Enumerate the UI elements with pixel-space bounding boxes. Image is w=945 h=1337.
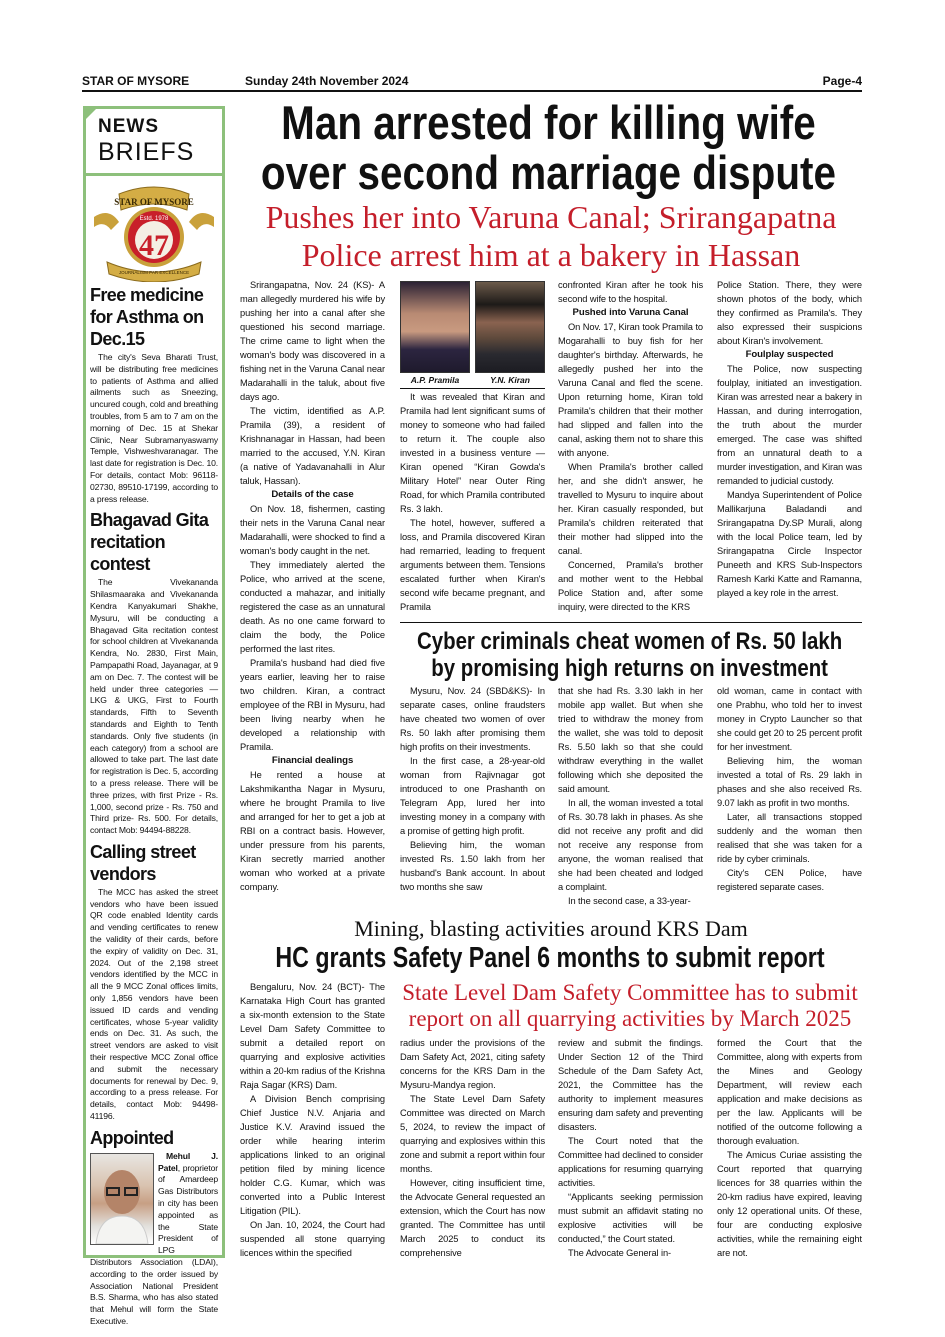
news-briefs-sidebar [83,106,225,1326]
article-paragraph: On Jan. 10, 2024, the Court had suspended all stone quarrying licences within the specified [240,1220,385,1258]
article-column [400,684,545,894]
article-paragraph: radius under the provisions of the Dam Safety Act, 2021, citing safety concerns for the KRS Dam in the Mysuru-Mandya region. [400,1038,545,1090]
article-column [240,278,385,894]
article-paragraph: that she had Rs. 3.30 lakh in her mobile app wallet. But when she tried to withdraw the money from the wallet, she was told to deposit Rs. 5.50 lakh so that she could withdraw everything in the wallet following which she deposited the said amount. [558,686,703,794]
article-paragraph: The hotel, however, suffered a loss, and Pramila discovered Kiran had remarried, leading to frequent arguments between them. Tensions escalated further when Kiran's second wife became pregnant, and Pramila [400,518,545,612]
article-column [717,278,862,600]
article3-headline: HC grants Safety Panel 6 months to submit report [275,942,825,974]
corner-decoration [83,106,99,122]
svg-text:JOURNALISM PAR EXCELLENCE: JOURNALISM PAR EXCELLENCE [118,270,190,275]
subhead-line: State Level Dam Safety Committee has to submit [402,980,858,1005]
headline-line: Cyber criminals cheat women of Rs. 50 lakh [417,628,843,655]
person-photo [90,1153,154,1245]
article-paragraph: However, citing insufficient time, the Advocate General requested an extension, which the Court has now granted. The Committee has until March 2025 to conduct its comprehensive [400,1178,545,1258]
brief-text [90,1151,218,1328]
section-subheading: Details of the case [271,489,354,500]
appointee-name: Mehul J. Patel [158,1150,218,1173]
article-paragraph: On Nov. 17, Kiran took Pramila to Mogarahalli to buy fish for her daughter's birthday. Afterwards, he allegedly pushed her into the Varuna Canal and fled the scene. Upon returning home, Kiran told Pramila's children that their mother had slipped and fallen into the canal, asking them not to share this with anyone. [558,322,703,458]
svg-text:STAR OF MYSORE: STAR OF MYSORE [114,197,194,207]
sidebar-divider [86,173,222,176]
photo-caption: Y.N. Kiran [490,375,530,385]
section-subheading: Pushed into Varuna Canal [572,307,689,318]
article-paragraph: The victim, identified as A.P. Pramila (39), a resident of Krishnanagar in Hassan, had been married to the accused, Y.N. Kiran (a native of Yadavanahalli in Alur taluk, Hassan). [240,406,385,486]
article-paragraph: formed the Court that the Committee, along with experts from the Mines and Geology Department, will review each application and make decisions as per the law. Applicants will be notified of the outcome following a thorough evaluation. [717,1038,862,1146]
article-paragraph: Later, all transactions stopped suddenly and the woman then realised that she was taken for a ride by cyber criminals. [717,812,862,864]
article-paragraph: When Pramila's brother called her, and she didn't answer, he travelled to Mysuru to inquire about her. Kiran casually responded, but Pramila's children reiterated that their mother had slipped into the canal. [558,462,703,556]
subhead-line: report on all quarrying activities by March 2025 [408,1006,852,1031]
caption-rule [400,388,545,389]
article-column [400,1036,545,1260]
anniversary-logo [89,182,219,282]
article-paragraph: The State Level Dam Safety Committee was directed on March 5, 2024, to review the impact of quarrying and explosives within this zone and submit a report within four months. [400,1094,545,1174]
article-paragraph: Believing him, the woman invested Rs. 1.50 lakh from her husband's Bank account. In about two months she saw [400,840,545,892]
article-paragraph: The Amicus Curiae assisting the Court reported that quarrying licences for 38 quarries within the 20-km radius have expired, leaving only 12 operational units. Of these, four are conducting explosive activities, while the remaining eight are not. [717,1150,862,1258]
brief-text: The Vivekananda Shilasmaaraka and Vivekananda Kendra Kanyakumari Shakhe, Mysuru, will be conducting a Bhagavad Gita recitation contest for school children at Vivekananda Kendra, No. 2830, First Main, Pampapathi Road, Jayanagar, at 9 am on Dec. 7. The contest will be held under three categories — LKG & UKG, First to Fourth standards, Fifth to Seventh standards and Eighth to Tenth standards. Only five students (in each category) from a school are allowed to take part. The last date for registration is Dec. 5, according to a press release. There will be three prizes, with first Prize - Rs. 1,000, second prize - Rs. 750 and Third prize- Rs. 500. For details, contact Mob: 94494-88228. [90,577,218,836]
appointed-text: , proprietor of Amardeep Gas Distributors in city has been appointed as the State President of LPG Distributors Association (LDAI), according to the order issued by Association National President B.S. Sharma, who has also stated that Mehul will form the State Executive. [90,1162,218,1326]
article-column [400,390,545,614]
article-column [558,1036,703,1260]
article-paragraph: In the second case, a 33-year- [568,896,691,906]
brief-item [86,509,222,837]
article-paragraph: He rented a house at Lakshmikantha Nagar in Mysuru, where he brought Pramila to live and arranged for her to get a job at RBI on a contract basis. However, under pressure from his parents, Kiran secretly married another woman who worked at a private company. [240,770,385,892]
brief-title: Appointed [90,1127,174,1148]
masthead-rule [82,90,862,92]
page-number: Page-4 [822,74,862,88]
article-paragraph: In the first case, a 28-year-old woman from Rajivnagar got introduced to one Prashanth on Telegram App, lured her into investing money in a company with a promise of getting high profit. [400,756,545,836]
headline-line: by promising high returns on investment [431,655,828,682]
brief-item [86,284,222,505]
article1-subhead [240,198,862,274]
brief-item [86,841,222,1123]
article-column [558,278,703,614]
article-paragraph: Believing him, the woman invested a total of Rs. 29 lakh in phases and she also received Rs. 9.07 lakh as profit in two months. [717,756,862,808]
news-briefs-title-light: BRIEFS [98,138,195,166]
article-column [717,1036,862,1260]
article-paragraph: The Police, now suspecting foulplay, initiated an investigation. Kiran was arrested near a bakery in Hassan, and during interrogation, the truth about the murder emerged. The case was shifted from an unnatural death to a murder investigation, and Kiran was remanded to judicial custody. [717,364,862,486]
article-paragraph: They immediately alerted the Police, who arrived at the scene, conducted a mahazar, and initially registered the case as an unnatural death. As no one came forward to claim the body, the Police performed the last rites. [240,560,385,654]
section-subheading: Foulplay suspected [745,349,834,360]
article-column [558,684,703,908]
article-paragraph: Police Station. There, they were shown photos of the body, which they confirmed as Pramila's. They also expressed their suspicions about Kiran's involvement. [717,280,862,346]
article3-kicker: Mining, blasting activities around KRS Dam [354,916,748,941]
article-paragraph: A Division Bench comprising Chief Justice N.V. Anjaria and Justice K.V. Aravind issued the order while hearing interim applications linked to an original petition filed by mining licence holder C.G. Kumar, which was converted into a Public Interest Litigation (PIL). [240,1094,385,1216]
brief-title: Free medicine for Asthma on Dec.15 [90,285,204,349]
article-paragraph: It was revealed that Kiran and Pramila had lent significant sums of money to someone who had failed to return it. The couple also invested in a business venture — Kiran opened “Kiran Gowda's Military Hotel” near Outer Ring Road, for which Pramila contributed Rs. 3 lakh. [400,392,545,514]
headline-line: over second marriage dispute [260,146,836,199]
article-paragraph: “Applicants seeking permission must submit an affidavit stating no explosive activities will be conducted,” the Court stated. [558,1192,703,1244]
article2-headline [398,628,861,682]
news-briefs-title-bold: NEWS [98,116,159,137]
brief-title: Calling street vendors [90,841,196,884]
svg-text:Estd. 1978: Estd. 1978 [139,216,169,222]
article-paragraph: Mysuru, Nov. 24 (SBD&KS)- In separate cases, online fraudsters have cheated two women of over Rs. 50 lakh after promising them high profits on their investments. [400,686,545,752]
article-paragraph: review and submit the findings. Under Section 12 of the Third Schedule of the Dam Safety Act, 2021, the Committee has the authority to implement measures ensuring dam safety and preventing disasters. [558,1038,703,1132]
article-paragraph: Concerned, Pramila's brother and mother went to the Hebbal Police Station and, after some inquiry, were directed to the KRS [558,560,703,612]
paper-name: STAR OF MYSORE [82,74,190,88]
issue-date: Sunday 24th November 2024 [245,74,409,88]
article-paragraph: The Court noted that the Committee had declined to consider applications for resuming quarrying activities. [558,1136,703,1188]
brief-appointed [86,1127,222,1328]
article-paragraph: In all, the woman invested a total of Rs. 30.78 lakh in phases. As she did not receive any profit and did not receive any response from anyone, the woman realised that she had been cheated and lodged a complaint. [558,798,703,892]
subhead-line: Pushes her into Varuna Canal; Srirangapatna [265,199,837,235]
photo-caption: A.P. Pramila [410,375,460,385]
article3-subhead [398,980,862,1032]
article-paragraph: Srirangapatna, Nov. 24 (KS)- A man allegedly murdered his wife by pushing her into a canal after she questioned his second marriage. The crime came to light when the woman's body was discovered in a fishing net in the Varuna Canal near Madarahalli in the taluk, about five days ago. [240,280,385,402]
article1-headline [238,98,859,198]
article-column [717,684,862,894]
article-paragraph: On Nov. 18, fishermen, casting their nets in the Varuna Canal near Madarahalli, were shocked to find a woman's body caught in the net. [240,504,385,556]
brief-text: The city's Seva Bharati Trust, will be distributing free medicines to patients of Asthma and allied ailments such as Sneezing, uncured cough, cold and breathing troubles, from 5 am to 7 am on the morning of Dec. 15 at Shekar Clinic, Near Subramanyaswamy Temple, Vishweshvaranagar. The last date for registration is Dec. 10. For details, contact Mob: 96118-02730, 89510-17199, according to a press release. [90,352,218,504]
article-paragraph: The Advocate General in- [568,1248,672,1258]
article-paragraph: Mandya Superintendent of Police Mallikarjuna Baladandi and Srirangapatna Dy.SP Murali, along with the local Police team, led by Srirangapatna Circle Inspector Puneeth and KRS Sub-Inspectors Ramesh Karki Katte and Ramanna, played a key role in the arrest. [717,490,862,598]
article-paragraph: Pramila's husband had died five years earlier, leaving her to raise two children. Kiran, a contract employee of the RBI in Mysuru, had been living nearby when he developed a relationship with Pramila. [240,658,385,752]
article-paragraph: old woman, came in contact with one Prabhu, who told her to invest money in Crypto Launcher so that she could get 20 to 25 percent profit for her investment. [717,686,862,752]
article-paragraph: Bengaluru, Nov. 24 (BCT)- The Karnataka High Court has granted a six-month extension to the State Level Dam Safety Committee to submit a detailed report on quarrying and explosive activities within a 20-km radius of the Krishna Raja Sagar (KRS) Dam. [240,982,385,1090]
article-divider [400,622,862,623]
subhead-line: Police arrest him at a bakery in Hassan [301,237,801,273]
article-paragraph: confronted Kiran after he took his second wife to the hospital. [558,280,703,304]
section-subheading: Financial dealings [271,755,354,766]
brief-text: The MCC has asked the street vendors who have been issued QR code enabled Identity cards and vending certificates to renew the validity of their cards, before the expiry of validity on Dec. 31, 2024. Out of the 2,198 street vendors identified by the MCC in all the 9 MCC Zonal offices limits, only 1,856 vendors have been issued ID cards and vending certificates, whose 5-year validity ends on Dec. 31. As such, the street vendors are asked to visit their respective MCC Zonal office and submit the necessary documents for renewal by Dec. 9, according to a press release. For details, contact Mob: 94498-41196. [90,886,218,1122]
photo-pramila [400,281,470,373]
article-paragraph: City's CEN Police, have registered separate cases. [717,868,862,892]
photo-kiran [475,281,545,373]
headline-line: Man arrested for killing wife [281,96,816,149]
svg-text:47: 47 [139,229,169,262]
article-column [240,980,385,1260]
brief-title: Bhagavad Gita recitation contest [90,510,209,575]
